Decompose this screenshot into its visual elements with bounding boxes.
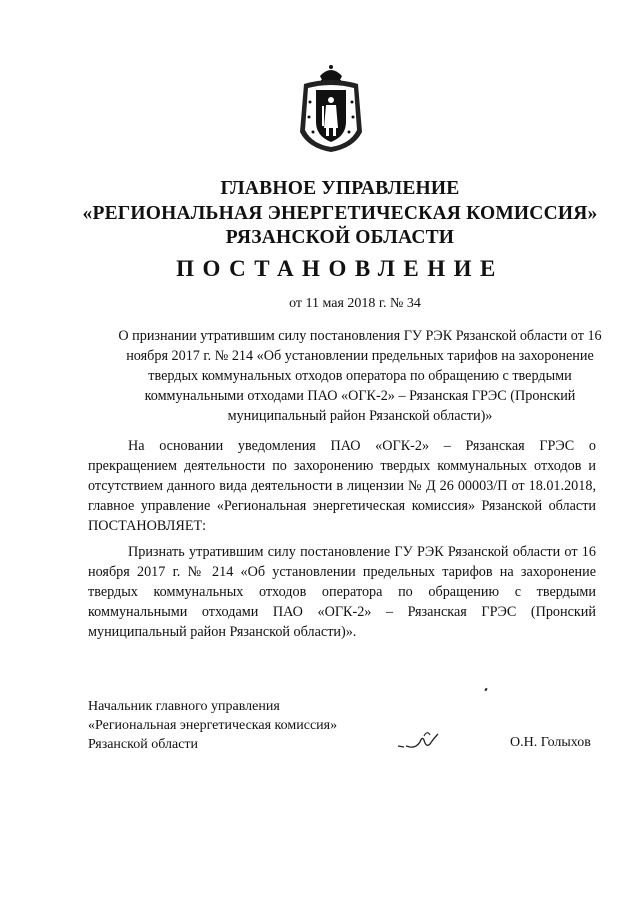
ink-dot — [484, 688, 487, 692]
document-type: ПОСТАНОВЛЕНИЕ — [176, 256, 504, 281]
signatory-title-line1: Начальник главного управления — [88, 699, 280, 714]
signatory-title-line2: «Региональная энергетическая комиссия» — [88, 718, 338, 733]
signatory-name: О.Н. Голыхов — [510, 735, 591, 750]
coat-of-arms-icon — [296, 62, 366, 154]
handwritten-signature — [394, 726, 444, 754]
body-paragraph-2: Признать утратившим силу постановление ГУ РЭК Рязанской области от 16 ноября 2017 г. № 214 «Об установлении предельных тарифов на захоронение твердых коммунальных отходов оператора по обращению с твердыми коммунальными отходами ПАО «ОГК-2» – Рязанская ГРЭС (Пронский муниципальный район Рязанской области)». — [88, 544, 596, 640]
agency-name-line2: «РЕГИОНАЛЬНАЯ ЭНЕРГЕТИЧЕСКАЯ КОМИССИЯ» — [82, 203, 598, 224]
document-date-number: от 11 мая 2018 г. № 34 — [289, 296, 421, 311]
document-subject: О признании утратившим силу постановления ГУ РЭК Рязанской области от 16 ноября 2017 г. № 214 «Об установлении предельных тарифов на захоронение твердых коммунальных отходов оператора по обращению с твердыми коммунальными отходами ПАО «ОГК-2» – Рязанская ГРЭС (Пронский муниципальный район Рязанской области)» — [118, 328, 602, 424]
agency-name-line3: РЯЗАНСКОЙ ОБЛАСТИ — [225, 227, 455, 248]
body-paragraph-1: На основании уведомления ПАО «ОГК-2» – Рязанская ГРЭС о прекращением деятельности по захоронению твердых коммунальных отходов и отсутствием данного вида деятельности в лицензии № Д 26 00003/П от 18.01.2018, главное управление «Региональная энергетическая комиссия» Рязанской области ПОСТАНОВЛЯЕТ: — [88, 438, 596, 534]
signatory-title — [88, 697, 337, 754]
signatory-title-line3: Рязанской области — [88, 737, 199, 752]
agency-name-line1: ГЛАВНОЕ УПРАВЛЕНИЕ — [220, 178, 460, 199]
